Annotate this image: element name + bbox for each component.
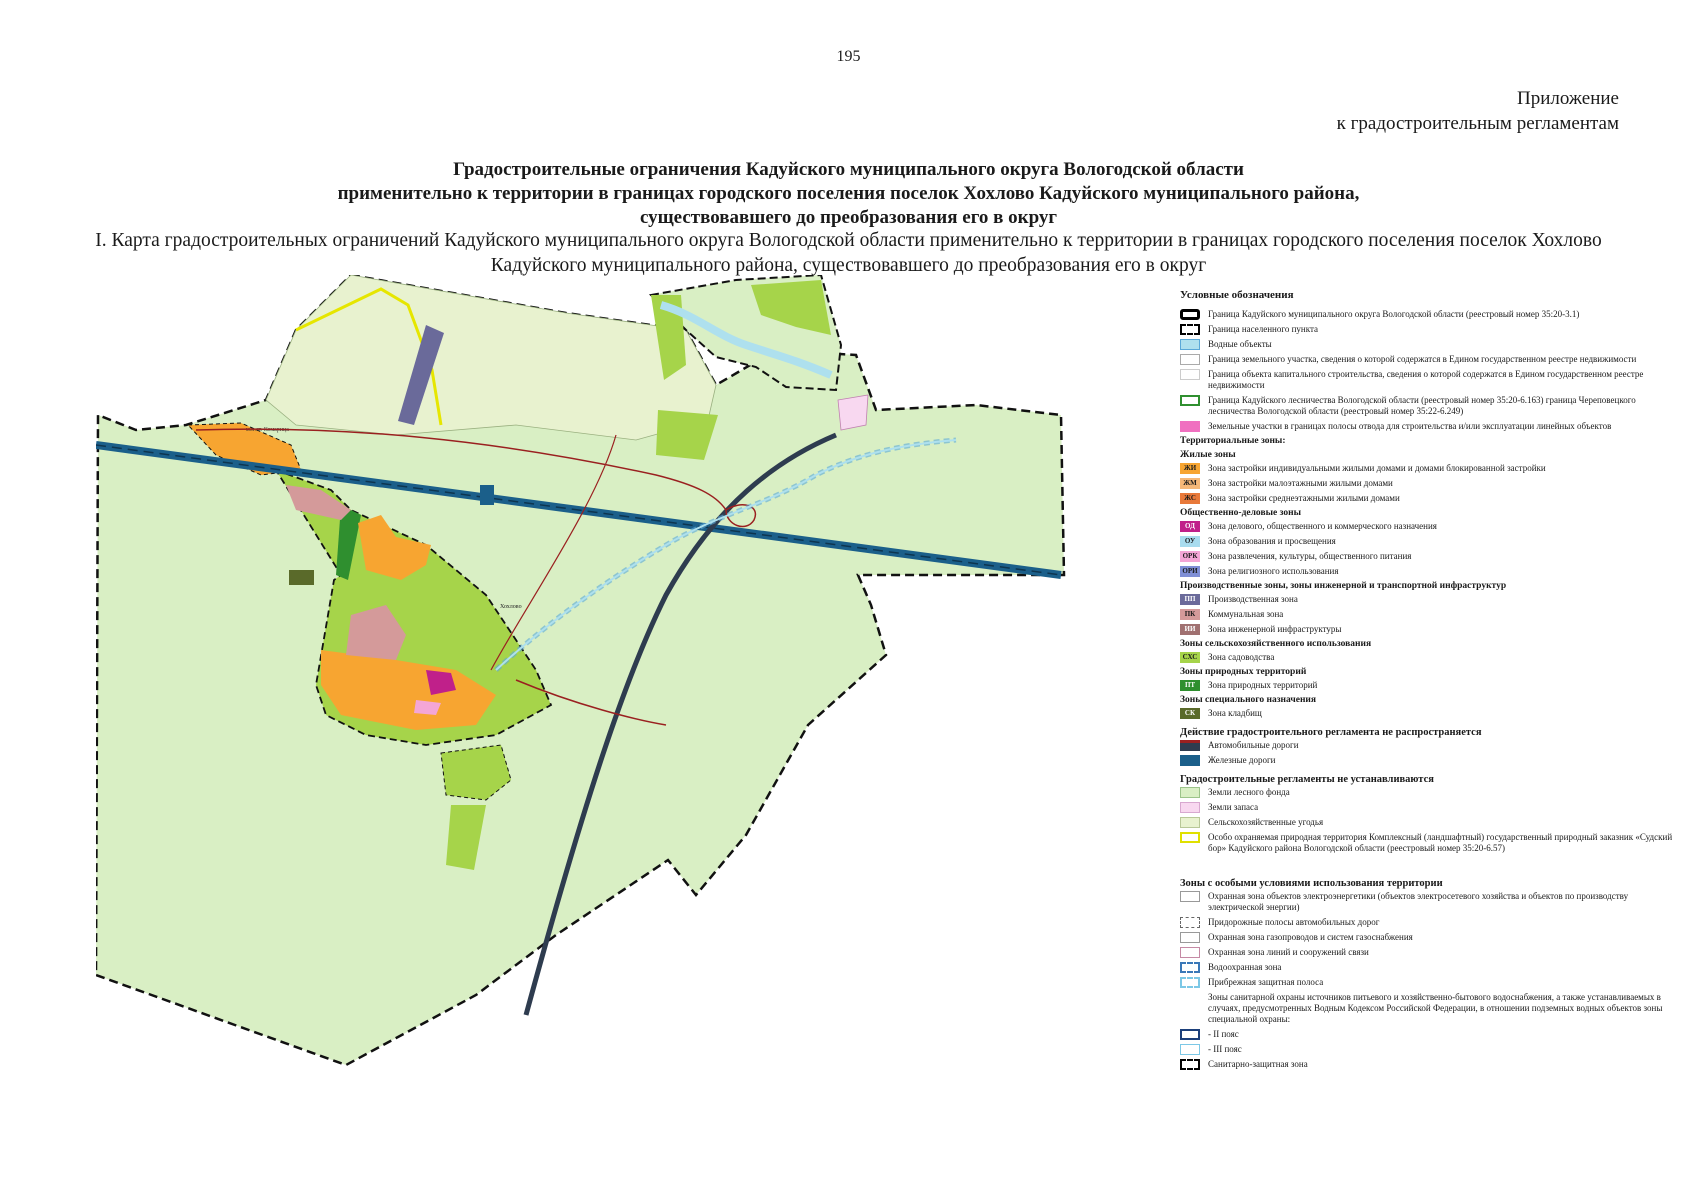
- map-subtitle: [40, 228, 1657, 278]
- group-title: Общественно-деловые зоны: [1180, 508, 1301, 518]
- legend-label: Зона образования и просвещения: [1208, 536, 1336, 546]
- not-applied-title: Действие градостроительного регламента не распространяется: [1180, 727, 1482, 738]
- zone-code: ОД: [1180, 521, 1200, 532]
- legend-label: Зона делового, общественного и коммерческого назначения: [1208, 521, 1437, 531]
- legend-label: Зона кладбищ: [1208, 708, 1262, 718]
- legend-label: Водные объекты: [1208, 339, 1272, 349]
- legend-item: [1180, 566, 1680, 577]
- legend-item: [1180, 594, 1680, 605]
- agri-land: [266, 275, 716, 440]
- legend-item: [1180, 551, 1680, 562]
- forest-swatch: [1180, 787, 1200, 798]
- legend-label: Прибрежная защитная полоса: [1208, 977, 1324, 987]
- zoning-map[interactable]: [96, 275, 1166, 1135]
- legend-item: [1180, 609, 1680, 620]
- sanitary-note: Зоны санитарной охраны источников питьевого и хозяйственно-бытового водоснабжения, а также устанавливаемых в случаях, предусмотренных Водным Кодексом Российской Федерации, в отношении подземных водных объектов зоны специальной охраны:: [1208, 992, 1663, 1024]
- legend-item: [1180, 339, 1680, 350]
- legend-label: Зона инженерной инфраструктуры: [1208, 624, 1342, 634]
- page-number: 195: [836, 48, 861, 65]
- water-swatch: [1180, 339, 1200, 350]
- legend-item: [1180, 962, 1680, 973]
- reserve-lands: [838, 395, 868, 430]
- reserve-lands-swatch: [1180, 802, 1200, 813]
- legend-label: Охранная зона газопроводов и систем газоснабжения: [1208, 932, 1413, 942]
- coastal-strip-swatch: [1180, 977, 1200, 988]
- subtitle-line1: I. Карта градостроительных ограничений Кадуйского муниципального округа Вологодской области применительно к территории в границах городского поселения поселок Хохлово: [95, 230, 1602, 251]
- legend-item: [1180, 309, 1680, 320]
- group-title: Зоны специального назначения: [1180, 695, 1317, 705]
- legend-item: [1180, 395, 1680, 417]
- appendix-line1: Приложение: [1517, 88, 1619, 109]
- zone-code: ПТ: [1180, 680, 1200, 691]
- legend-item: [1180, 354, 1680, 365]
- railway-station: [480, 485, 494, 505]
- legend-item: [1180, 324, 1680, 335]
- sanitary-zone-swatch: [1180, 1059, 1200, 1070]
- legend-label: Зона развлечения, культуры, общественного питания: [1208, 551, 1412, 561]
- plot-swatch: [1180, 354, 1200, 365]
- legend-label: Зона природных территорий: [1208, 680, 1318, 690]
- zone-code: ОУ: [1180, 536, 1200, 547]
- legend-label: Земли запаса: [1208, 802, 1259, 812]
- legend-item: [1180, 1059, 1680, 1070]
- legend-item: [1180, 891, 1680, 913]
- legend-label: Зона застройки индивидуальными жилыми домами и домами блокированной застройки: [1208, 463, 1546, 473]
- legend-label: Автомобильные дороги: [1208, 740, 1299, 750]
- legend-label: Производственная зона: [1208, 594, 1298, 604]
- road-swatch: [1180, 740, 1200, 751]
- legend-label: Зона застройки среднеэтажными жилыми домами: [1208, 493, 1400, 503]
- group-title: Жилые зоны: [1180, 450, 1236, 460]
- settlement-label: Хохлово: [500, 604, 522, 610]
- legend-label: - III пояс: [1208, 1044, 1242, 1054]
- legend-label: - II пояс: [1208, 1029, 1239, 1039]
- group-title: Зоны сельскохозяйственного использования: [1180, 639, 1372, 649]
- legend-label: Земельные участки в границах полосы отвода для строительства и/или эксплуатации линейных объектов: [1208, 421, 1612, 431]
- legend-label: Железные дороги: [1208, 755, 1276, 765]
- legend-label: Особо охраняемая природная территория Комплексный (ландшафтный) государственный природный заказник «Судский бор» Кадуйского района Вологодской области (реестровый номер 35:20-6.57): [1208, 832, 1673, 853]
- group-title: Зоны природных территорий: [1180, 667, 1307, 677]
- zone-code: ПП: [1180, 594, 1200, 605]
- special-zones-title: Зоны с особыми условиями использования территории: [1180, 878, 1443, 889]
- water-protection-swatch: [1180, 962, 1200, 973]
- legend-item: [1180, 947, 1680, 958]
- legend-item: [1180, 680, 1680, 691]
- title-line1: Градостроительные ограничения Кадуйского муниципального округа Вологодской области: [453, 159, 1244, 180]
- legend-item: [1180, 977, 1680, 988]
- roadside-swatch: [1180, 917, 1200, 928]
- belt-3-swatch: [1180, 1044, 1200, 1055]
- legend-label: Охранная зона объектов электроэнергетики (объектов электросетевого хозяйства и объектов по производству электрической энергии): [1208, 891, 1629, 912]
- legend-item: [1180, 802, 1680, 813]
- subtitle-line2: Кадуйского муниципального района, существовавшего до преобразования его в округ: [490, 255, 1207, 276]
- not-established-title: Градостроительные регламенты не устанавливаются: [1180, 774, 1434, 785]
- legend-item: [1180, 832, 1680, 854]
- legend-item: [1180, 992, 1680, 1025]
- legend-item: [1180, 917, 1680, 928]
- legend-title: Условные обозначения: [1180, 289, 1294, 301]
- agri-swatch: [1180, 817, 1200, 828]
- legend-item: [1180, 536, 1680, 547]
- legend-label: Земли лесного фонда: [1208, 787, 1290, 797]
- legend-label: Граница земельного участка, сведения о которой содержатся в Едином государственном реестре недвижимости: [1208, 354, 1637, 364]
- legend-item: [1180, 421, 1680, 432]
- okrug-boundary-swatch: [1180, 309, 1200, 320]
- legend-label: Зона садоводства: [1208, 652, 1275, 662]
- oopt-swatch: [1180, 832, 1200, 843]
- legend-item: [1180, 708, 1680, 719]
- group-title: Производственные зоны, зоны инженерной и транспортной инфраструктур: [1180, 581, 1507, 591]
- zone-code: СХС: [1180, 652, 1200, 663]
- gas-zone-swatch: [1180, 932, 1200, 943]
- zone-code: ПК: [1180, 609, 1200, 620]
- legend-item: [1180, 652, 1680, 663]
- legend-item: [1180, 817, 1680, 828]
- legend-item: [1180, 493, 1680, 504]
- rightofway-swatch: [1180, 421, 1200, 432]
- map-legend: [1180, 290, 1680, 1074]
- appendix-heading: [1337, 86, 1619, 136]
- oks-swatch: [1180, 369, 1200, 380]
- np-boundary-swatch: [1180, 324, 1200, 335]
- legend-label: Санитарно-защитная зона: [1208, 1059, 1308, 1069]
- cemetery-zone: [289, 570, 314, 585]
- railway-swatch: [1180, 755, 1200, 766]
- legend-label: Сельскохозяйственные угодья: [1208, 817, 1324, 827]
- legend-label: Придорожные полосы автомобильных дорог: [1208, 917, 1380, 927]
- legend-label: Зона застройки малоэтажными жилыми домами: [1208, 478, 1393, 488]
- legend-item: [1180, 463, 1680, 474]
- legend-item: [1180, 478, 1680, 489]
- legend-label: Коммунальная зона: [1208, 609, 1284, 619]
- legend-item: [1180, 624, 1680, 635]
- legend-item: [1180, 740, 1680, 751]
- zone-code: ИИ: [1180, 624, 1200, 635]
- village-label: м.п.ст. Комарица: [246, 427, 289, 433]
- zone-code: ЖМ: [1180, 478, 1200, 489]
- zone-code: ОРК: [1180, 551, 1200, 562]
- legend-item: [1180, 787, 1680, 798]
- legend-item: [1180, 1029, 1680, 1040]
- belt-2-swatch: [1180, 1029, 1200, 1040]
- legend-label: Граница Кадуйского муниципального округа Вологодской области (реестровый номер 35:20-3.1): [1208, 309, 1580, 319]
- zone-code: ЖС: [1180, 493, 1200, 504]
- legend-label: Граница населенного пункта: [1208, 324, 1318, 334]
- title-line2: применительно к территории в границах городского поселения поселок Хохлово Кадуйского муниципального района,: [337, 183, 1360, 204]
- legend-label: Водоохранная зона: [1208, 962, 1282, 972]
- forestry-swatch: [1180, 395, 1200, 406]
- appendix-line2: к градостроительным регламентам: [1336, 113, 1619, 134]
- zone-code: ЖИ: [1180, 463, 1200, 474]
- page-title: [0, 158, 1697, 230]
- title-line3: существовавшего до преобразования его в округ: [639, 207, 1058, 228]
- power-zone-swatch: [1180, 891, 1200, 902]
- zone-code: ОРИ: [1180, 566, 1200, 577]
- legend-item: [1180, 932, 1680, 943]
- legend-label: Охранная зона линий и сооружений связи: [1208, 947, 1369, 957]
- legend-label: Зона религиозного использования: [1208, 566, 1339, 576]
- zone-code: СК: [1180, 708, 1200, 719]
- legend-item: [1180, 1044, 1680, 1055]
- legend-item: [1180, 369, 1680, 391]
- legend-label: Граница Кадуйского лесничества Вологодской области (реестровый номер 35:20-6.163) граница Череповецкого лесничества Вологодской области (реестровый номер 35:22-6.249): [1208, 395, 1636, 416]
- legend-item: [1180, 755, 1680, 766]
- territorial-zones-title: Территориальные зоны:: [1180, 436, 1286, 446]
- legend-label: Граница объекта капитального строительства, сведения о которой содержатся в Едином государственном реестре недвижимости: [1208, 369, 1644, 390]
- comm-zone-swatch: [1180, 947, 1200, 958]
- legend-item: [1180, 521, 1680, 532]
